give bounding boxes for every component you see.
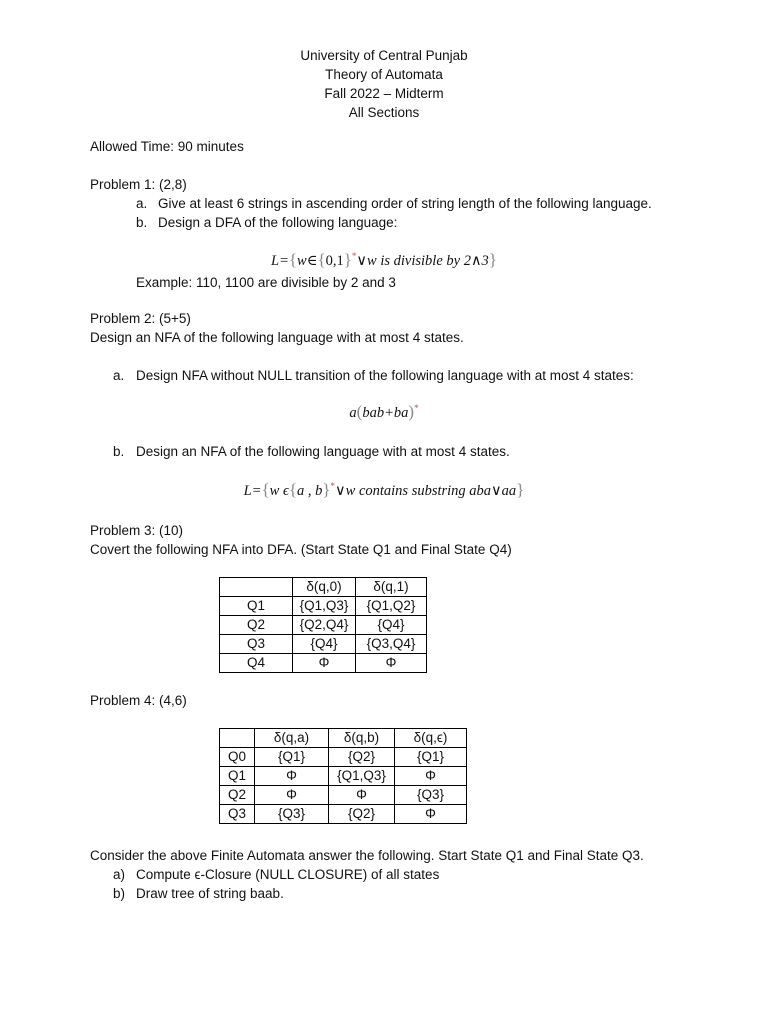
table-row	[220, 654, 427, 673]
transition-cell: {Q4}	[293, 635, 356, 654]
problem-4-b-text: Draw tree of string baab.	[136, 886, 284, 901]
table-row	[220, 767, 467, 786]
allowed-time: Allowed Time: 90 minutes	[90, 139, 244, 154]
state-cell: Q1	[220, 597, 293, 616]
state-cell: Q4	[220, 654, 293, 673]
formula-b-body1: w ϵ	[269, 483, 289, 499]
problem-1-formula: L={w∈{0,1}*∨w is divisible by 2∧3}	[271, 250, 497, 269]
problem-3-text: Covert the following NFA into DFA. (Start State Q1 and Final State Q4)	[90, 542, 512, 557]
table-header-cell	[220, 729, 255, 748]
table-header-cell: δ(q,1)	[356, 578, 427, 597]
problem-1-b-marker: b.	[136, 215, 148, 230]
transition-cell: {Q1,Q2}	[356, 597, 427, 616]
university-name: University of Central Punjab	[300, 48, 468, 63]
table-header-cell	[220, 578, 293, 597]
formula-b-lhs: L=	[243, 483, 262, 499]
problem-2-b-marker: b.	[113, 444, 125, 459]
problem-4-b-marker: b)	[113, 886, 126, 901]
problem-4-question: Consider the above Finite Automata answer the following. Start State Q1 and Final State Q3.	[90, 848, 644, 863]
transition-cell: {Q1}	[395, 748, 467, 767]
table-header-cell: δ(q,0)	[293, 578, 356, 597]
state-cell: Q3	[220, 805, 255, 824]
exam-sections: All Sections	[348, 105, 420, 120]
formula-b-body2: ∨w contains substring aba∨aa	[335, 483, 517, 499]
transition-cell: {Q2}	[329, 805, 395, 824]
table-header-row	[220, 578, 427, 597]
transition-cell: {Q3,Q4}	[356, 635, 427, 654]
nfa-transition-table	[219, 577, 427, 673]
transition-cell: Φ	[255, 767, 329, 786]
transition-cell: {Q3}	[255, 805, 329, 824]
table-header-cell: δ(q,b)	[329, 729, 395, 748]
problem-4-a-marker: a)	[113, 867, 126, 882]
transition-cell: {Q1,Q3}	[293, 597, 356, 616]
transition-cell: {Q2,Q4}	[293, 616, 356, 635]
problem-2-b-formula: L={w ϵ{a , b}*∨w contains substring aba∨aa}	[243, 480, 525, 499]
table-row	[220, 805, 467, 824]
problem-2-b-text: Design an NFA of the following language with at most 4 states.	[136, 444, 510, 459]
table-row	[220, 748, 467, 767]
transition-cell: {Q1,Q3}	[329, 767, 395, 786]
problem-4-a-text: Compute ϵ-Closure (NULL CLOSURE) of all states	[136, 867, 440, 882]
problem-2-intro: Design an NFA of the following language with at most 4 states.	[90, 330, 464, 345]
transition-cell: {Q4}	[356, 616, 427, 635]
transition-cell: Φ	[395, 805, 467, 824]
formula-body1: w∈	[297, 253, 318, 269]
table-header-cell: δ(q,ϵ)	[395, 729, 467, 748]
state-cell: Q0	[220, 748, 255, 767]
table-header-row	[220, 729, 467, 748]
transition-cell: Φ	[356, 654, 427, 673]
table-row	[220, 597, 427, 616]
problem-3-title: Problem 3: (10)	[90, 523, 184, 538]
state-cell: Q1	[220, 767, 255, 786]
problem-1-example: Example: 110, 1100 are divisible by 2 and 3	[136, 275, 396, 290]
formula-a-star: *	[414, 403, 419, 414]
state-cell: Q2	[220, 786, 255, 805]
transition-cell: Φ	[395, 767, 467, 786]
state-cell: Q3	[220, 635, 293, 654]
formula-lhs: L=	[271, 253, 289, 269]
table-header-cell: δ(q,a)	[255, 729, 329, 748]
formula-star: *	[351, 251, 357, 262]
formula-b-set: a , b	[296, 483, 323, 499]
table-row	[220, 616, 427, 635]
formula-body2: ∨w is divisible by 2∧3	[356, 253, 489, 269]
course-title: Theory of Automata	[325, 67, 443, 82]
problem-1-a-marker: a.	[136, 196, 148, 211]
problem-2-a-formula: a(bab+ba)*	[349, 402, 419, 421]
transition-cell: {Q2}	[329, 748, 395, 767]
formula-set: 0,1	[325, 253, 344, 269]
problem-2-title: Problem 2: (5+5)	[90, 311, 191, 326]
problem-4-title: Problem 4: (4,6)	[90, 693, 187, 708]
state-cell: Q2	[220, 616, 293, 635]
formula-a-group: bab+ba	[362, 405, 409, 421]
problem-2-a-text: Design NFA without NULL transition of the following language with at most 4 states:	[136, 368, 634, 383]
table-row	[220, 635, 427, 654]
formula-a-prefix: a	[349, 405, 357, 421]
problem-1-a-text: Give at least 6 strings in ascending order of string length of the following language.	[158, 196, 652, 211]
transition-cell: Φ	[329, 786, 395, 805]
problem-2-a-marker: a.	[113, 368, 125, 383]
transition-cell: {Q1}	[255, 748, 329, 767]
formula-b-star: *	[330, 481, 336, 492]
enfa-transition-table	[219, 728, 467, 824]
transition-cell: Φ	[255, 786, 329, 805]
exam-term: Fall 2022 – Midterm	[324, 86, 444, 101]
transition-cell: {Q3}	[395, 786, 467, 805]
problem-1-title: Problem 1: (2,8)	[90, 177, 187, 192]
problem-1-b-text: Design a DFA of the following language:	[158, 215, 398, 230]
transition-cell: Φ	[293, 654, 356, 673]
table-row	[220, 786, 467, 805]
